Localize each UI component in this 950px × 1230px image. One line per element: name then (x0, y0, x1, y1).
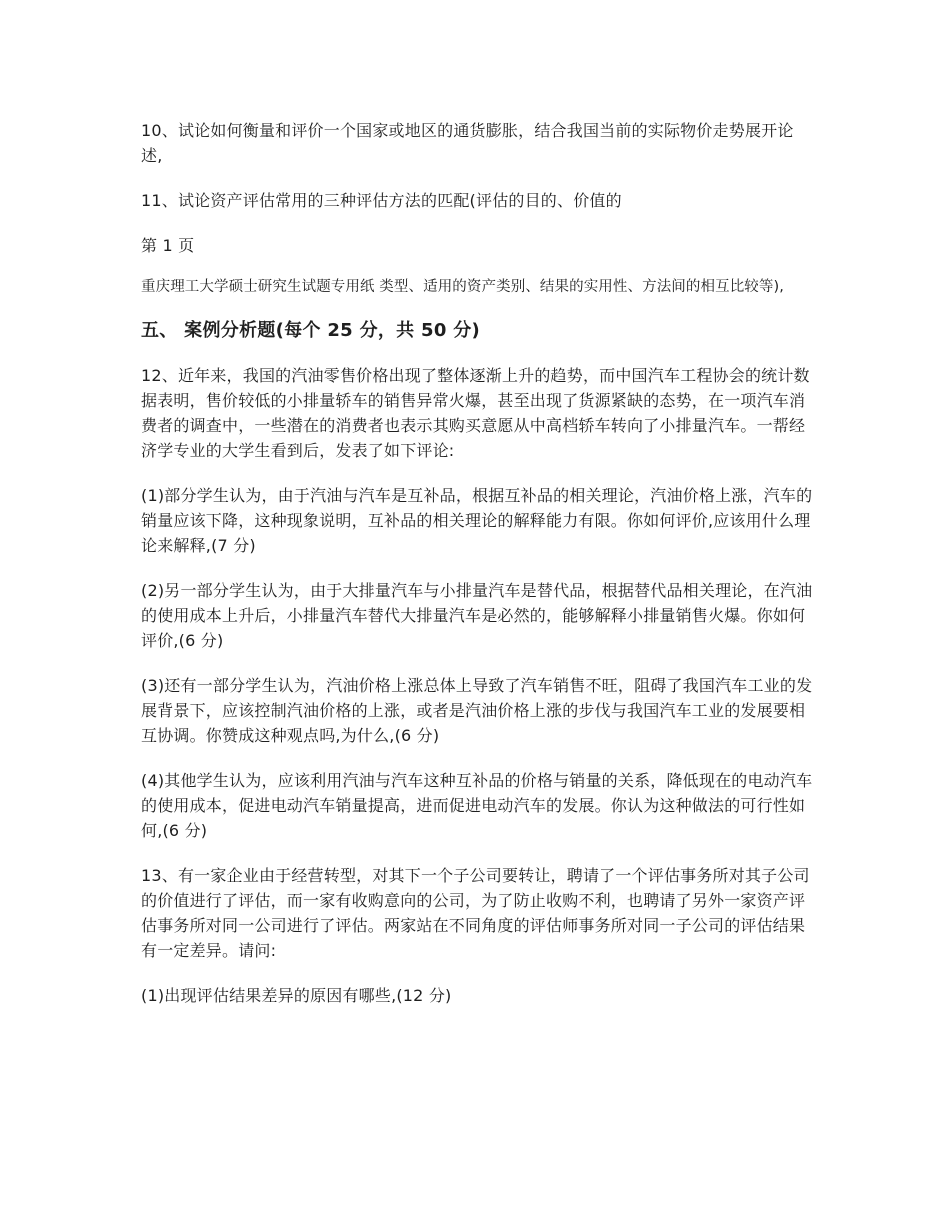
page-number: 第 1 页 (141, 236, 195, 255)
question-11-part-2: 重庆理工大学硕士研究生试题专用纸 类型、适用的资产类别、结果的实用性、方法间的相互比较等), (141, 279, 784, 295)
question-12-sub-1: (1)部分学生认为，由于汽油与汽车是互补品，根据互补品的相关理论，汽油价格上涨，汽车的销量应该下降，这种现象说明，互补品的相关理论的解释能力有限。你如何评价,应该用什么理论来解释,(7 分) (141, 486, 813, 555)
question-11-part-1: 11、试论资产评估常用的三种评估方法的匹配(评估的目的、价值的 (141, 191, 622, 210)
question-13-intro: 13、有一家企业由于经营转型，对其下一个子公司要转让，聘请了一个评估事务所对其子公司的价值进行了评估，而一家有收购意向的公司，为了防止收购不利，也聘请了另外一家资产评估事务所对同一公司进行了评估。两家站在不同角度的评估师事务所对同一子公司的评估结果有一定差异。请问: (141, 866, 810, 960)
question-12-sub-2: (2)另一部分学生认为，由于大排量汽车与小排量汽车是替代品，根据替代品相关理论，在汽油的使用成本上升后，小排量汽车替代大排量汽车是必然的，能够解释小排量销售火爆。你如何评价,(6 分) (141, 581, 813, 650)
question-13-sub-1: (1)出现评估结果差异的原因有哪些,(12 分) (141, 986, 452, 1005)
question-12-intro: 12、近年来，我国的汽油零售价格出现了整体逐渐上升的趋势，而中国汽车工程协会的统计数据表明，售价较低的小排量轿车的销售异常火爆，甚至出现了货源紧缺的态势，在一项汽车消费者的调查中，一些潜在的消费者也表示其购买意愿从中高档轿车转向了小排量汽车。一帮经济学专业的大学生看到后，发表了如下评论: (141, 366, 810, 460)
question-12-sub-3: (3)还有一部分学生认为，汽油价格上涨总体上导致了汽车销售不旺，阻碍了我国汽车工业的发展背景下，应该控制汽油价格的上涨，或者是汽油价格上涨的步伐与我国汽车工业的发展要相互协调。你赞成这种观点吗,为什么,(6 分) (141, 676, 813, 745)
question-10: 10、试论如何衡量和评价一个国家或地区的通货膨胀，结合我国当前的实际物价走势展开论述, (141, 121, 794, 165)
section-5-title: 五、 案例分析题(每个 25 分，共 50 分) (141, 320, 481, 341)
exam-page (141, 118, 813, 1028)
question-12-sub-4: (4)其他学生认为，应该利用汽油与汽车这种互补品的价格与销量的关系，降低现在的电动汽车的使用成本，促进电动汽车销量提高，进而促进电动汽车的发展。你认为这种做法的可行性如何,(6 分) (141, 771, 813, 840)
